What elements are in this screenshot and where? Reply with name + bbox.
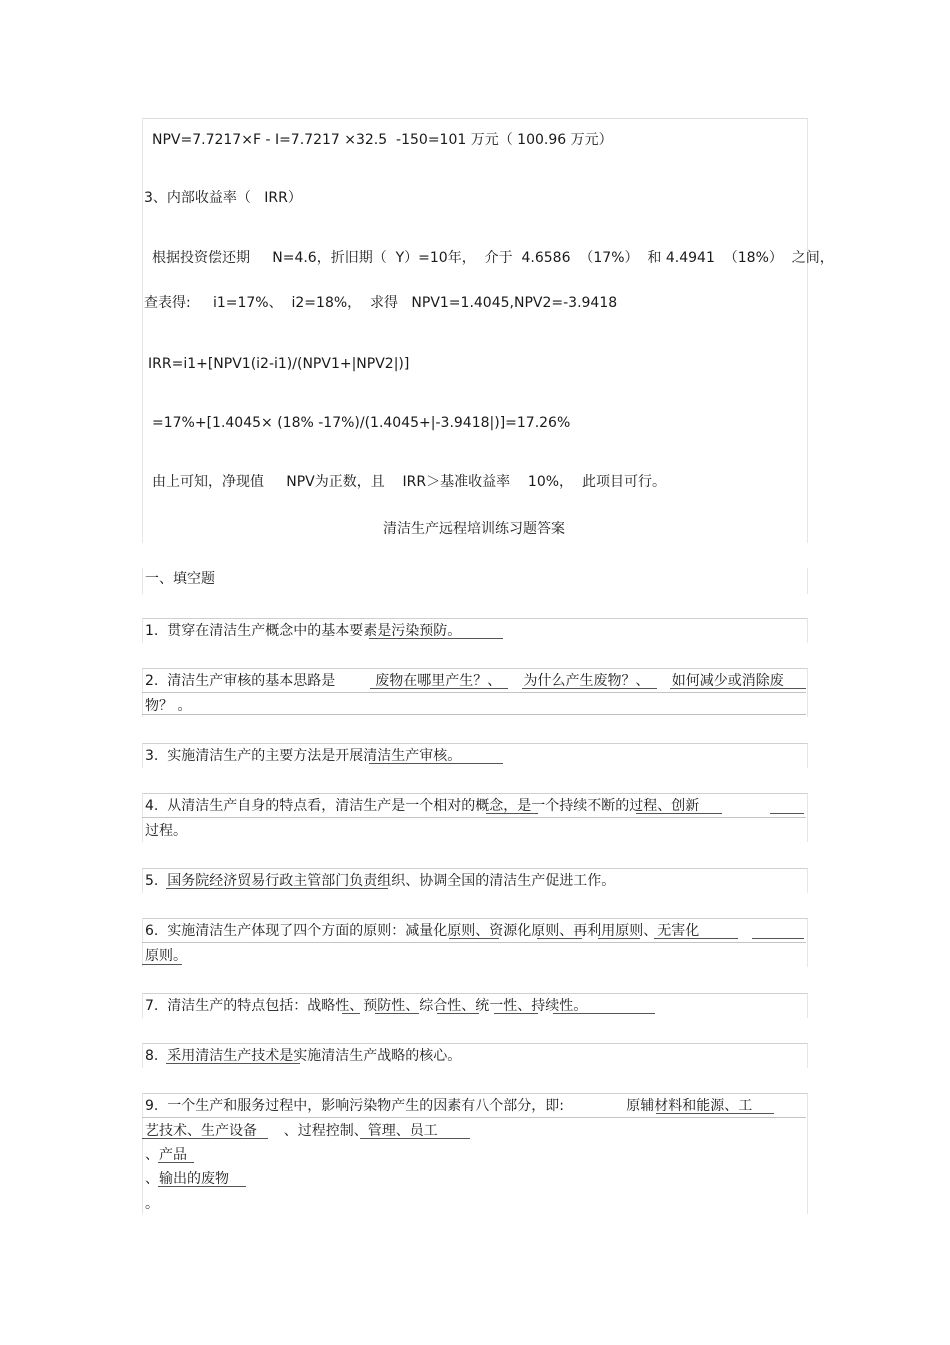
question-9-line-5: 。 bbox=[145, 1196, 159, 1212]
answer-underline bbox=[342, 1013, 360, 1014]
question-6-line-1: 6. 实施清洁生产体现了四个方面的原则：减量化原则、资源化原则、再利用原则、无害化 bbox=[145, 923, 700, 939]
question-1 bbox=[142, 618, 808, 643]
question-9-line-4: 、输出的废物 bbox=[145, 1171, 229, 1187]
line-divider bbox=[142, 942, 806, 943]
answer-underline bbox=[142, 714, 806, 715]
answer-underline bbox=[553, 1013, 655, 1014]
answer-underline bbox=[752, 938, 804, 939]
answer-underline bbox=[449, 938, 499, 939]
answer-underline bbox=[369, 638, 503, 639]
answer-underline bbox=[654, 938, 738, 939]
section-heading: 一、填空题 bbox=[145, 571, 215, 587]
section-heading-box bbox=[142, 568, 808, 594]
answer-underline bbox=[158, 1162, 194, 1163]
answer-underline bbox=[494, 1013, 538, 1014]
answer-underline bbox=[437, 1013, 479, 1014]
question-2-line-2: 物？ 。 bbox=[145, 698, 192, 714]
irr-formula: IRR=i1+[NPV1(i2-i1)/(NPV1+|NPV2|)] bbox=[148, 356, 410, 372]
answer-underline bbox=[375, 1013, 419, 1014]
npv-formula-line: NPV=7.7217×F - I=7.7217 ×32.5 -150=101 万元（ 100.96 万元） bbox=[152, 132, 613, 148]
answer-underline bbox=[537, 938, 582, 939]
question-9-line-2: 艺技术、生产设备 、过程控制、管理、员工 bbox=[145, 1123, 438, 1139]
irr-heading: 3、内部收益率（ IRR） bbox=[144, 190, 302, 206]
irr-calculation: =17%+[1.4045× (18% -17%)/(1.4045+|-3.9418|)]=17.26% bbox=[152, 415, 571, 431]
answer-underline bbox=[369, 763, 503, 764]
question-2-line-1: 2. 清洁生产审核的基本思路是 废物在哪里产生？、 为什么产生废物？、 如何减少或消除废 bbox=[145, 673, 784, 689]
question-7 bbox=[142, 993, 808, 1018]
answer-underline bbox=[770, 813, 804, 814]
answer-underline bbox=[166, 1063, 300, 1064]
question-5-text: 5. 国务院经济贸易行政主管部门负责组织、协调全国的清洁生产促进工作。 bbox=[145, 873, 616, 889]
question-6-line-2: 原则。 bbox=[145, 948, 187, 964]
line-divider bbox=[142, 692, 806, 693]
question-9-line-3: 、产品 bbox=[145, 1147, 187, 1163]
answer-underline bbox=[158, 1186, 246, 1187]
question-9 bbox=[142, 1093, 808, 1214]
question-4-line-2: 过程。 bbox=[145, 823, 187, 839]
answer-underline bbox=[142, 964, 182, 965]
calculation-section bbox=[142, 118, 834, 543]
answer-underline bbox=[486, 813, 538, 814]
answer-underline bbox=[142, 1138, 268, 1139]
answer-underline bbox=[656, 1113, 774, 1114]
irr-paragraph-line-1: 根据投资偿还期 N=4.6，折旧期（ Y）=10年， 介于 4.6586 （17%） 和 4.4941 （18%） 之间， bbox=[152, 250, 834, 266]
question-1-text: 1. 贯穿在清洁生产概念中的基本要素是污染预防。 bbox=[145, 623, 462, 639]
question-7-text: 7. 清洁生产的特点包括：战略性、预防性、综合性、统一性、持续性。 bbox=[145, 998, 588, 1014]
line-divider bbox=[142, 1117, 806, 1118]
answer-underline bbox=[370, 688, 508, 689]
answer-underline bbox=[522, 688, 657, 689]
answer-underline bbox=[636, 813, 722, 814]
question-8-text: 8. 采用清洁生产技术是实施清洁生产战略的核心。 bbox=[145, 1048, 462, 1064]
answer-underline bbox=[360, 1138, 470, 1139]
answer-underline bbox=[598, 938, 640, 939]
question-3 bbox=[142, 743, 808, 768]
document-title: 清洁生产远程培训练习题答案 bbox=[383, 521, 565, 537]
answer-underline bbox=[166, 888, 388, 889]
question-4-line-1: 4. 从清洁生产自身的特点看，清洁生产是一个相对的概念，是一个持续不断的过程、创新 bbox=[145, 798, 700, 814]
answer-underline bbox=[670, 688, 806, 689]
question-3-text: 3. 实施清洁生产的主要方法是开展清洁生产审核。 bbox=[145, 748, 462, 764]
line-divider bbox=[142, 817, 806, 818]
question-9-line-1: 9. 一个生产和服务过程中，影响污染物产生的因素有八个部分，即: 原辅材料和能源、工 bbox=[145, 1098, 753, 1114]
question-5 bbox=[142, 868, 808, 893]
irr-paragraph-line-2: 查表得: i1=17%、 i2=18%， 求得 NPV1=1.4045,NPV2=-3.9418 bbox=[144, 295, 618, 311]
conclusion-line: 由上可知，净现值 NPV为正数，且 IRR＞基准收益率 10%， 此项目可行。 bbox=[152, 474, 666, 490]
question-8 bbox=[142, 1043, 808, 1068]
